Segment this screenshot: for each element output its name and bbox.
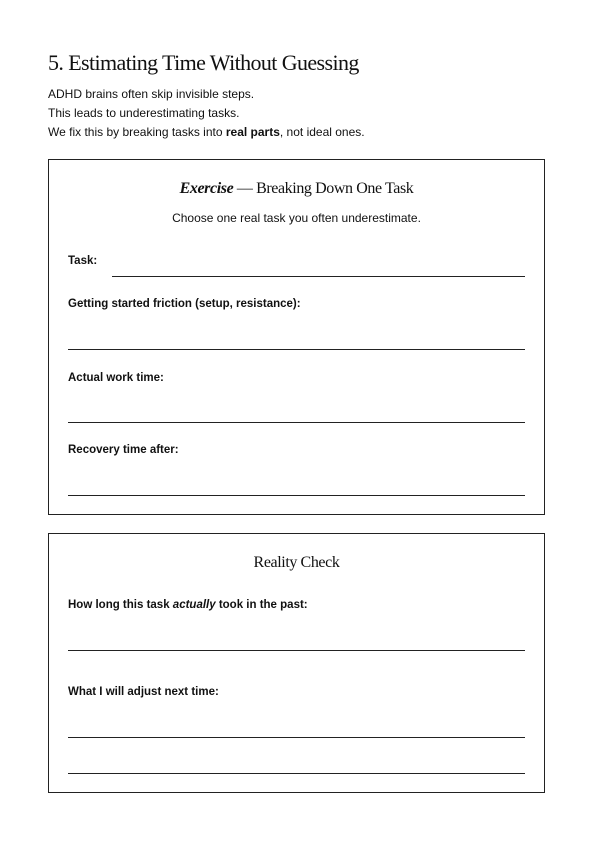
past-duration-end: took in the past: xyxy=(215,599,308,611)
intro-line-3-start: We fix this by breaking tasks into xyxy=(48,125,226,139)
exercise-subtitle: Choose one real task you often underestimate. xyxy=(172,211,421,225)
work-time-label: Actual work time: xyxy=(68,372,164,384)
past-duration-label xyxy=(68,599,308,611)
intro-line-3-end: , not ideal ones. xyxy=(279,125,365,139)
page-title: 5. Estimating Time Without Guessing xyxy=(48,50,359,75)
recovery-input-line[interactable] xyxy=(68,495,525,496)
intro-emphasis: real parts xyxy=(225,125,280,139)
friction-input-line[interactable] xyxy=(68,349,525,350)
task-input-line[interactable] xyxy=(112,276,525,277)
recovery-label: Recovery time after: xyxy=(68,444,179,456)
intro-line-2: This leads to underestimating tasks. xyxy=(48,106,240,120)
intro-text xyxy=(48,85,365,142)
friction-label: Getting started friction (setup, resistance): xyxy=(68,298,301,310)
past-duration-input-line[interactable] xyxy=(68,650,525,651)
adjust-input-line-2[interactable] xyxy=(68,773,525,774)
intro-line-1: ADHD brains often skip invisible steps. xyxy=(48,87,255,101)
reality-check-box xyxy=(48,533,545,793)
exercise-title-label: Exercise xyxy=(179,180,234,197)
work-time-input-line[interactable] xyxy=(68,422,525,423)
exercise-box xyxy=(48,159,545,515)
past-duration-emphasis: actually xyxy=(172,599,216,611)
exercise-title-rest: — Breaking Down One Task xyxy=(233,180,414,197)
intro-line-3 xyxy=(48,123,365,142)
reality-check-title: Reality Check xyxy=(253,554,340,571)
past-duration-start: How long this task xyxy=(68,599,173,611)
task-label: Task: xyxy=(68,255,98,267)
exercise-title xyxy=(49,180,544,198)
adjust-input-line-1[interactable] xyxy=(68,737,525,738)
adjust-label: What I will adjust next time: xyxy=(68,686,219,698)
